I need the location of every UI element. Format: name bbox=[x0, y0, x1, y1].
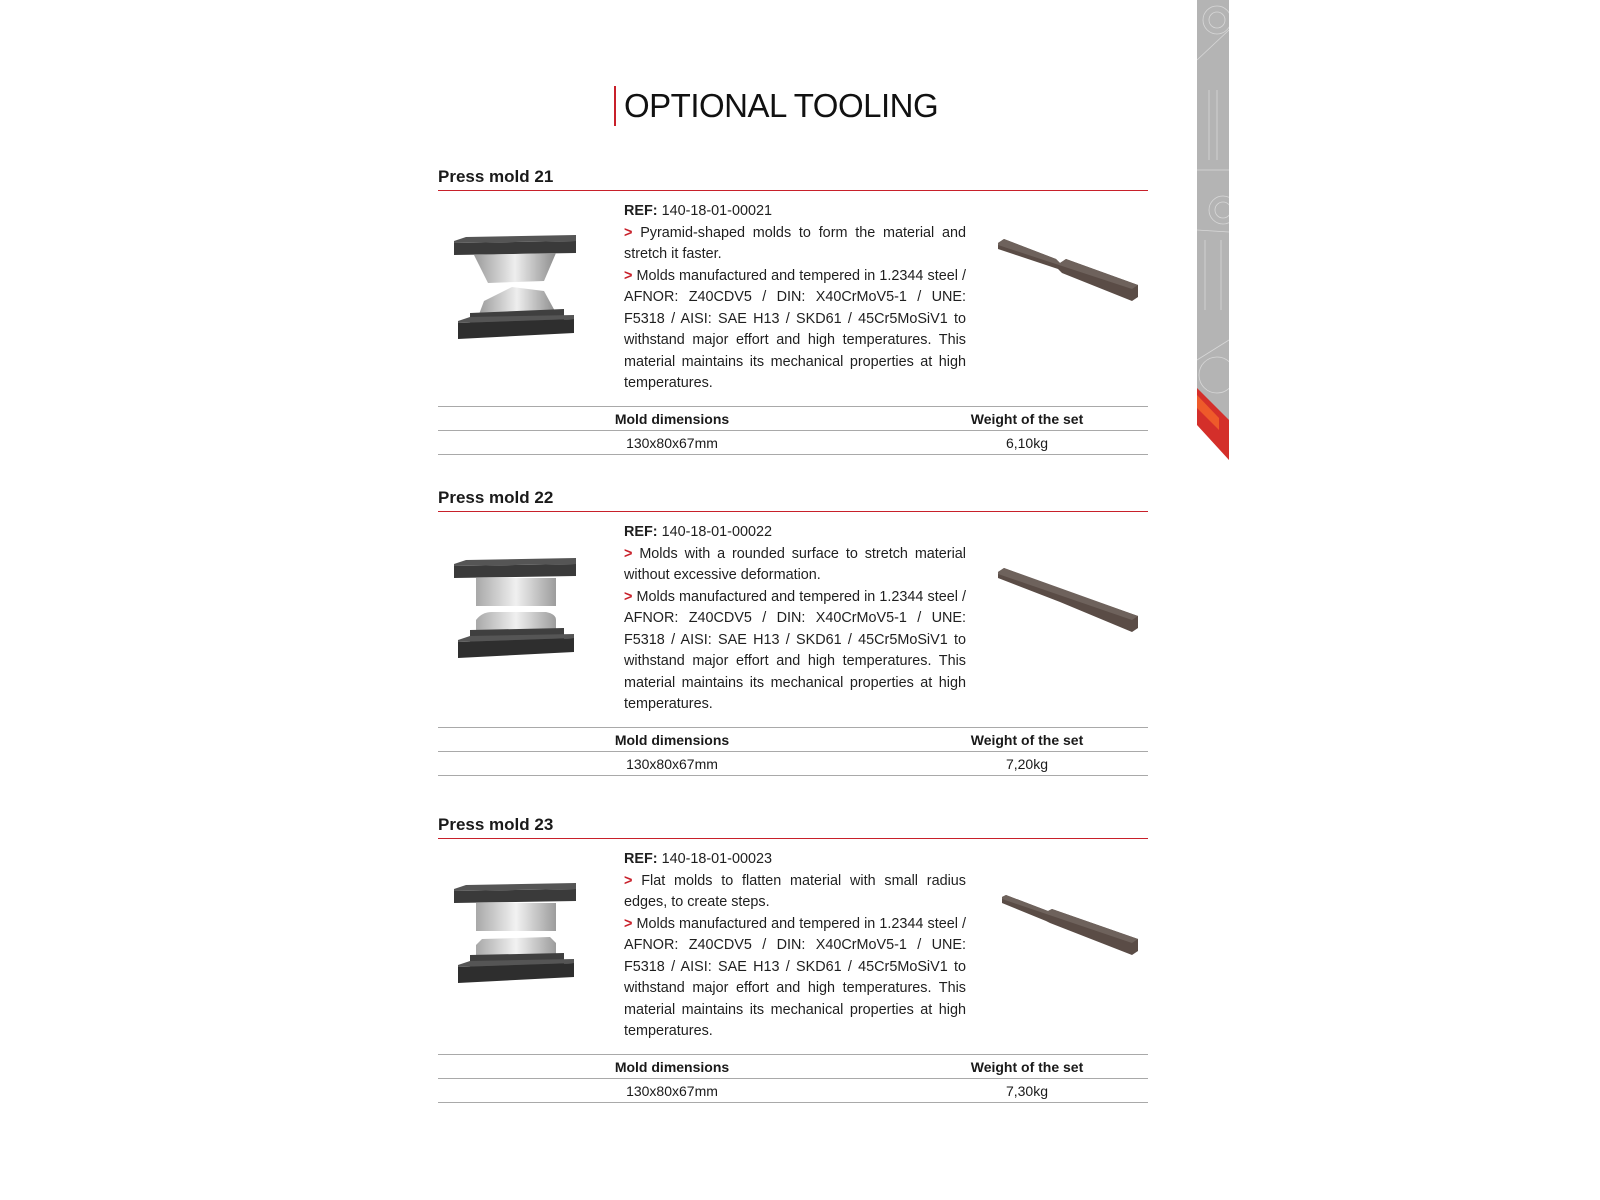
product-section-press-mold-23 bbox=[438, 814, 1148, 1099]
ref-label: REF: bbox=[624, 203, 658, 219]
weight-value: 6,10kg bbox=[906, 431, 1148, 455]
notched-bar-sample-image bbox=[998, 231, 1143, 316]
spec-table bbox=[438, 406, 1148, 455]
dimensions-value: 130x80x67mm bbox=[438, 752, 906, 776]
weight-header: Weight of the set bbox=[906, 407, 1148, 431]
weight-value: 7,30kg bbox=[906, 1079, 1148, 1103]
bullet-arrow-icon: > bbox=[624, 915, 633, 932]
dimensions-header: Mold dimensions bbox=[438, 728, 906, 752]
rounded-mold-image bbox=[452, 534, 592, 664]
spec-table bbox=[438, 727, 1148, 776]
dimensions-value: 130x80x67mm bbox=[438, 1079, 906, 1103]
ref-number: 140-18-01-00023 bbox=[661, 851, 772, 867]
bullet-arrow-icon: > bbox=[624, 588, 633, 605]
section-heading: Press mold 21 bbox=[438, 166, 1148, 191]
bullet-arrow-icon: > bbox=[624, 267, 633, 284]
feature-text: Flat molds to flatten material with small radius edges, to create steps. bbox=[624, 872, 966, 910]
ref-label: REF: bbox=[624, 851, 658, 867]
technical-drawing-icon bbox=[1197, 0, 1229, 460]
dimensions-header: Mold dimensions bbox=[438, 407, 906, 431]
dimensions-value: 130x80x67mm bbox=[438, 431, 906, 455]
product-section-press-mold-21 bbox=[438, 166, 1148, 451]
weight-header: Weight of the set bbox=[906, 728, 1148, 752]
tapered-bar-sample-image bbox=[998, 552, 1143, 637]
bullet-arrow-icon: > bbox=[624, 224, 633, 241]
weight-header: Weight of the set bbox=[906, 1055, 1148, 1079]
ref-number: 140-18-01-00021 bbox=[661, 203, 772, 219]
title-accent-bar bbox=[614, 86, 616, 126]
product-section-press-mold-22 bbox=[438, 487, 1148, 772]
ref-label: REF: bbox=[624, 524, 658, 540]
decorative-side-strip bbox=[1197, 0, 1229, 460]
material-text: Molds manufactured and tempered in 1.2344 steel / AFNOR: Z40CDV5 / DIN: X40CrMoV5-1 / UNE: F5318 / AISI: SAE H13 / SKD61 / 45Cr5MoSiV1 to withstand major effort and high temperatures. This material maintains its mechanical properties at high temperatures. bbox=[624, 915, 966, 1039]
material-text: Molds manufactured and tempered in 1.2344 steel / AFNOR: Z40CDV5 / DIN: X40CrMoV5-1 / UNE: F5318 / AISI: SAE H13 / SKD61 / 45Cr5MoSiV1 to withstand major effort and high temperatures. This material maintains its mechanical properties at high temperatures. bbox=[624, 588, 966, 712]
section-heading: Press mold 23 bbox=[438, 814, 1148, 839]
feature-text: Pyramid-shaped molds to form the material and stretch it faster. bbox=[624, 224, 966, 262]
page-title: OPTIONAL TOOLING bbox=[624, 87, 939, 124]
bullet-arrow-icon: > bbox=[624, 545, 633, 562]
pyramid-mold-image bbox=[452, 213, 592, 343]
stepped-bar-sample-image bbox=[998, 879, 1143, 964]
bullet-arrow-icon: > bbox=[624, 872, 633, 889]
section-heading: Press mold 22 bbox=[438, 487, 1148, 512]
product-description bbox=[624, 849, 966, 1043]
weight-value: 7,20kg bbox=[906, 752, 1148, 776]
product-description bbox=[624, 201, 966, 395]
spec-table bbox=[438, 1054, 1148, 1103]
dimensions-header: Mold dimensions bbox=[438, 1055, 906, 1079]
material-text: Molds manufactured and tempered in 1.2344 steel / AFNOR: Z40CDV5 / DIN: X40CrMoV5-1 / UNE: F5318 / AISI: SAE H13 / SKD61 / 45Cr5MoSiV1 to withstand major effort and high temperatures. This material maintains its mechanical properties at high temperatures. bbox=[624, 267, 966, 391]
ref-number: 140-18-01-00022 bbox=[661, 524, 772, 540]
feature-text: Molds with a rounded surface to stretch material without excessive deformation. bbox=[624, 545, 966, 583]
page-heading bbox=[614, 86, 938, 126]
product-description bbox=[624, 522, 966, 716]
flat-mold-image bbox=[452, 861, 592, 991]
